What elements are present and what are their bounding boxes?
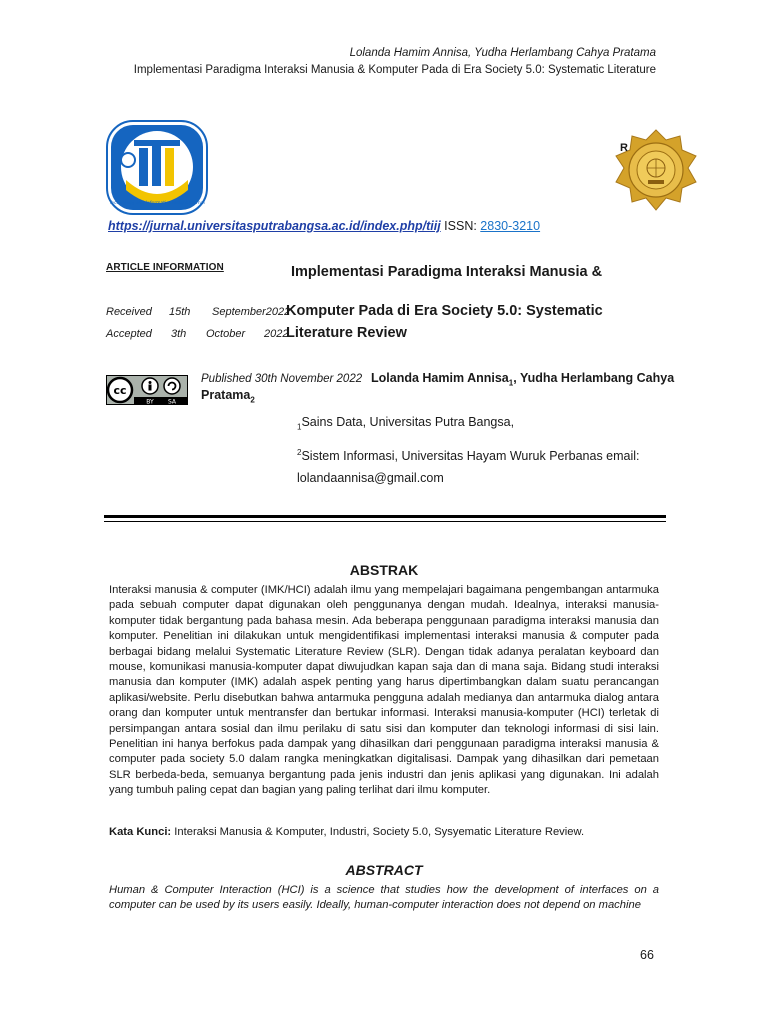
sa-icon: SA	[167, 398, 177, 405]
cc-by-sa-badge[interactable]	[106, 375, 188, 405]
abstract-heading: ABSTRACT	[345, 862, 423, 878]
university-seal	[614, 128, 698, 212]
issn-label: ISSN:	[440, 219, 481, 233]
accepted-month: October	[206, 328, 246, 340]
abstrak-body: Interaksi manusia & computer (IMK/HCI) adalah ilmu yang mempelajari bagaimana pengembangan antarmuka pada sebuah computer dapat digunakan oleh penggunanya dengan mudah. Idealnya, interaksi manusia-komputer tidak bergantung pada bahasa mesin. Ada beberapa penggunaan paradigma interaksi manusia dan komputer. Penelitian ini dilakukan untuk mengidentifikasi implementasi interaksi manusia & computer pada berbagai bidang melalui Systematic Literature Review (SLR). Dengan tidak adanya peralatan keyboard dan mouse, komunikasi manusia-komputer dapat diwujudkan kapan saja dan di mana saja. Bidang studi interaksi manusia dan komputer (IMK) adalah aspek penting yang harus dipertimbangkan dalam suatu perancangan aplikasi/website. Perlu disebutkan bahwa antarmuka pengguna adalah medianya dan antarmuka dialog antara orang dan komputer untuk mentransfer dan bertukar informasi. Interaksi manusia-komputer (HCI) terletak di persimpangan antara sosial dan ilmu perilaku di satu sisi dan komputer dan teknologi informasi di sisi lain. Penelitian ini hanya berfokus pada dampak yang dihasilkan dari penggunaan paradigma interaksi manusia & computer pada society 5.0 dalam rangka meningkatkan digitalisasi. Dampak yang dihasilkan dari pemetaan SLR berbeda-beda, semuanya bergantung pada jenis industri dan jenis aplikasi yang digunakan. Ini adalah yang tumbuh paling cepat dan bagian yang paling terlihat dari ilmu komputer.	[109, 584, 659, 797]
author-2-name: Pratama	[201, 388, 251, 402]
article-title-line-1: Implementasi Paradigma Interaksi Manusia &	[291, 264, 603, 280]
affiliation-1	[297, 415, 514, 432]
affiliation-1-mark: 1	[297, 422, 302, 432]
affiliation-2-mark: 2	[297, 448, 302, 457]
author-2-affil-mark: 2	[250, 395, 255, 405]
article-title-line-2: Komputer Pada di Era Society 5.0: Systematic	[286, 303, 603, 319]
accepted-year: 2022	[264, 328, 289, 340]
keywords-line	[109, 826, 659, 838]
keywords-label: Kata Kunci:	[109, 826, 172, 838]
journal-logo	[106, 120, 208, 215]
header-divider-thin	[104, 521, 666, 522]
author-list-line-2	[201, 388, 255, 405]
cc-icon: cc	[113, 384, 127, 397]
received-month-year: September2022	[212, 306, 291, 318]
article-information-label: ARTICLE INFORMATION	[106, 262, 224, 273]
seal-ribbon-letter: R	[620, 142, 628, 154]
logo-arc-text: Technology and Informatics Insight Journal	[109, 201, 205, 206]
accepted-label: Accepted	[106, 328, 152, 340]
author-email: lolandaannisa@gmail.com	[297, 471, 444, 485]
by-icon: BY	[146, 398, 154, 405]
issn-number-link[interactable]: 2830-3210	[480, 219, 541, 233]
header-divider-thick	[104, 515, 666, 518]
journal-url-link[interactable]: https://jurnal.universitasputrabangsa.ac.id/index.php/tiij	[108, 219, 441, 233]
affiliation-1-text: Sains Data, Universitas Putra Bangsa,	[301, 415, 515, 429]
affiliation-2	[297, 448, 640, 463]
running-header-authors: Lolanda Hamim Annisa, Yudha Herlambang Cahya Pratama	[349, 47, 656, 59]
running-header-title: Implementasi Paradigma Interaksi Manusia & Komputer Pada di Era Society 5.0: Systematic Literature	[133, 64, 656, 76]
author-separator: , Yudha Herlambang Cahya	[513, 371, 675, 385]
page-number: 66	[640, 948, 654, 962]
keywords-text: Interaksi Manusia & Komputer, Industri, Society 5.0, Sysyematic Literature Review.	[171, 826, 585, 838]
received-day: 15th	[169, 306, 191, 318]
author-list-line-1	[371, 371, 674, 388]
accepted-day: 3th	[171, 328, 187, 340]
received-label: Received	[106, 306, 152, 318]
abstrak-heading: ABSTRAK	[349, 562, 419, 578]
author-1-name: Lolanda Hamim Annisa	[371, 371, 509, 385]
journal-url-line	[108, 219, 540, 233]
abstract-body: Human & Computer Interaction (HCI) is a science that studies how the development of interfaces on a computer can be used by its users easily. Ideally, human-computer interaction does not depend on machine	[109, 884, 659, 912]
author-1-affil-mark: 1	[508, 378, 514, 388]
affiliation-2-text: Sistem Informasi, Universitas Hayam Wuruk Perbanas email:	[301, 449, 640, 464]
published-date: Published 30th November 2022	[201, 373, 363, 385]
article-title-line-3: Literature Review	[286, 325, 407, 341]
